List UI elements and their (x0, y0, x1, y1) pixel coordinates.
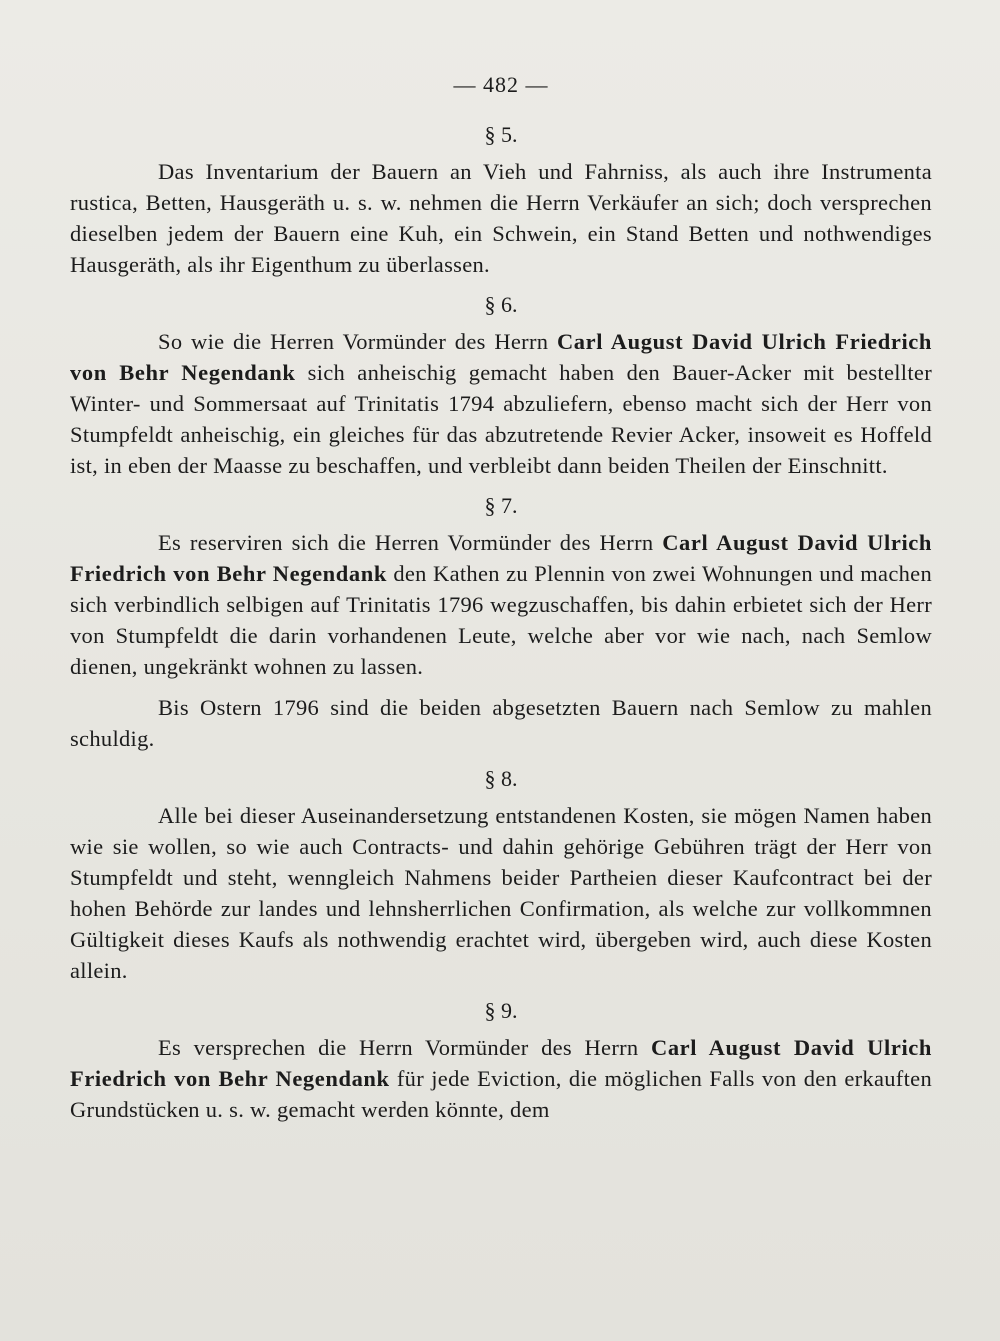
section-heading: § 9. (484, 998, 518, 1023)
section-heading: § 8. (484, 766, 518, 791)
paragraph-text: für jede Eviction, die möglichen Falls von den erkauften Grundstücken u. s. w. gemacht werden könnte, dem (70, 1066, 932, 1122)
paragraph (70, 1032, 932, 1125)
paragraph-text: sich anheischig gemacht haben den Bauer-Acker mit bestellter Winter- und Sommersaat auf Trinitatis 1794 abzuliefern, ebenso macht sich der Herr von Stumpfeldt anheischig, ein gleiches für das abzutretende Revier Acker, insoweit es Hoffeld ist, in eben der Maasse zu beschaffen, und verbleibt dann beiden Theilen der Einschnitt. (70, 360, 932, 478)
section-9 (70, 996, 932, 1125)
section-heading: § 7. (484, 493, 518, 518)
bold-name: Carl August David Ulrich Friedrich von Behr Negendank (70, 329, 933, 385)
paragraph-text: Alle bei dieser Auseinandersetzung entstandenen Kosten, sie mögen Namen haben wie sie wollen, so wie auch Contracts- und dahin gehörige Gebühren trägt der Herr von Stumpfeldt und steht, wenngleich Nahmens beider Partheien dieser Kaufcontract bei der hohen Behörde zur landes und lehnsherrlichen Confirmation, als welche zur vollkommnen Gültigkeit dieses Kaufs als nothwendig erachtet wird, übergeben wird, auch diese Kosten allein. (70, 803, 932, 983)
bold-name: Carl August David Ulrich Friedrich von Behr Negendank (70, 530, 933, 586)
section-6 (70, 290, 932, 481)
paragraph (70, 326, 932, 481)
section-8 (70, 764, 932, 986)
paragraph-text: Es versprechen die Herrn Vormünder des Herrn (158, 1035, 651, 1060)
paragraph (70, 692, 932, 754)
section-heading: § 6. (484, 292, 518, 317)
paragraph (70, 156, 932, 280)
paragraph-text: Es reserviren sich die Herren Vormünder des Herrn (158, 530, 663, 555)
paragraph (70, 800, 932, 986)
paragraph (70, 527, 932, 682)
bold-name: Carl August David Ulrich Friedrich von Behr Negendank (70, 1035, 933, 1091)
page-number: — 482 — (453, 72, 549, 97)
paragraph-text: Bis Ostern 1796 sind die beiden abgesetzten Bauern nach Semlow zu mahlen schuldig. (70, 695, 932, 751)
section-7 (70, 491, 932, 754)
paragraph-text: So wie die Herren Vormünder des Herrn (158, 329, 557, 354)
paragraph-text: Das Inventarium der Bauern an Vieh und Fahrniss, als auch ihre Instrumenta rustica, Betten, Hausgeräth u. s. w. nehmen die Herrn Verkäufer an sich; doch versprechen dieselben jedem der Bauern eine Kuh, ein Schwein, ein Stand Betten und nothwendiges Hausgeräth, als ihr Eigenthum zu überlassen. (70, 159, 932, 277)
paragraph-text: den Kathen zu Plennin von zwei Wohnungen und machen sich verbindlich selbigen auf Trinitatis 1796 wegzuschaffen, bis dahin erbietet sich der Herr von Stumpfeldt die darin vorhandenen Leute, welche aber vor wie nach, nach Semlow dienen, ungekränkt wohnen zu lassen. (70, 561, 932, 679)
page-content (70, 72, 932, 1135)
section-5 (70, 120, 932, 280)
section-heading: § 5. (484, 122, 518, 147)
